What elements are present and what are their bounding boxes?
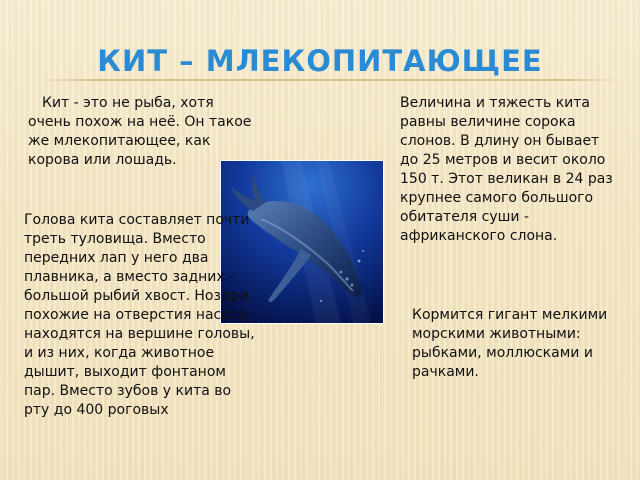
intro-paragraph: Кит - это не рыба, хотя очень похож на неё. Он такое же млекопитающее, как корова или лошадь. bbox=[28, 95, 252, 168]
title-divider bbox=[38, 79, 622, 81]
size-paragraph: Величина и тяжесть кита равны величине сорока слонов. В длину он бывает до 25 метров и весит около 150 т. Этот великан в 24 раз крупнее самого большого обитателя суши - африканского слона. bbox=[400, 95, 613, 244]
slide-title: КИТ – МЛЕКОПИТАЮЩЕЕ bbox=[97, 44, 543, 78]
anatomy-paragraph: Голова кита составляет почти треть туловища. Вместо передних лап у него два плавника, а вместо задних - большой рыбий хвост. Ноздри, похожие на отверстия насоса, находятся на вершине головы, и из них, когда животное дышит, выходит фонтаном пар. Вместо зубов у кита во рту до 400 роговых bbox=[24, 212, 255, 418]
diet-paragraph: Кормится гигант мелкими морскими животными: рыбками, моллюсками и рачками. bbox=[412, 307, 608, 380]
